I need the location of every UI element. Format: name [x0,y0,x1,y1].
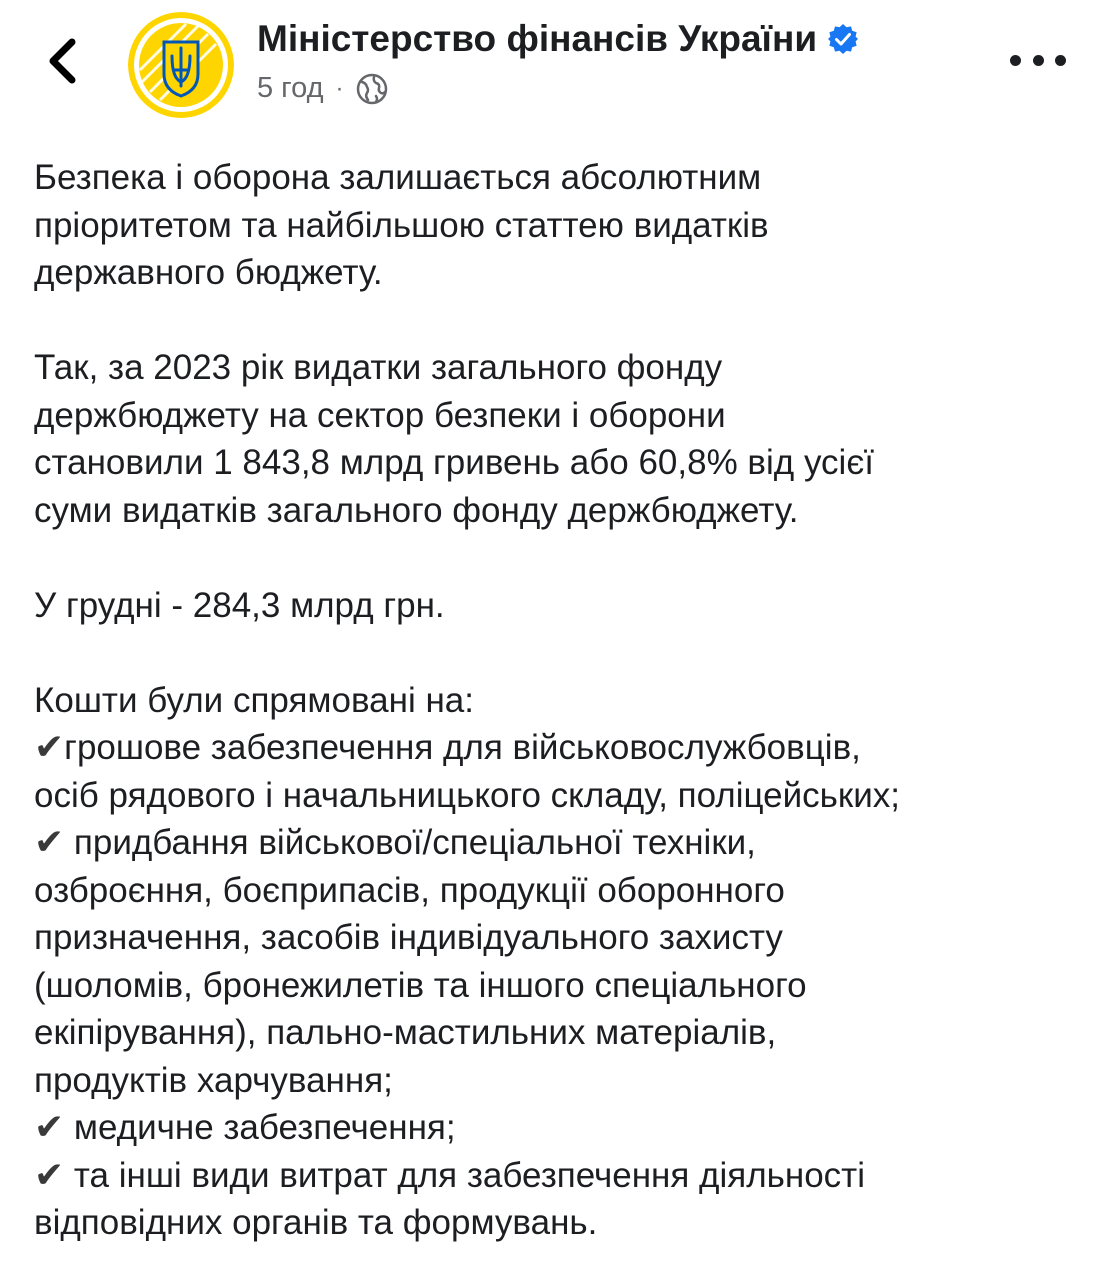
check-icon: ✔ [34,1107,65,1148]
post-header [0,0,1099,130]
list-item: ✔ та інші види витрат для забезпечення діяльності відповідних органів та формувань. [34,1154,865,1242]
list-item: ✔ придбання військової/спеціальної техніки, озброєння, боєприпасів, продукції оборонного призначення, засобів індивідуального захисту (шоломів, бронежилетів та іншого спеціального екіпірування), пально-мастильних матеріалів, продуктів харчування; [34,822,807,1100]
post-text [34,154,1084,1247]
list-intro: Кошти були спрямовані на: [34,680,474,720]
post-paragraph: У грудні - 284,3 млрд грн. [34,585,445,625]
avatar[interactable] [128,12,234,118]
page-name[interactable]: Міністерство фінансів України [257,18,818,59]
post-time[interactable]: 5 год [257,72,324,104]
check-icon: ✔ [34,1154,65,1196]
back-button[interactable] [40,36,84,86]
chevron-left-icon [47,38,77,84]
check-icon: ✔ [34,822,65,863]
globe-icon [356,73,388,105]
ministry-logo-icon [128,12,234,118]
post-meta [257,72,388,105]
post-paragraph: Безпека і оборона залишається абсолютним пріоритетом та найбільшою статтею видатків державного бюджету. [34,158,769,292]
verified-badge-icon [827,23,859,55]
more-options-button[interactable] [1010,40,1066,80]
list-item: ✔грошове забезпечення для військовослужбовців, осіб рядового і начальницького складу, поліцейських; [34,727,900,815]
page-name-row [257,18,859,60]
check-icon: ✔ [34,727,65,768]
more-horizontal-icon [1010,55,1021,66]
meta-separator: · [335,74,344,102]
list-item: ✔ медичне забезпечення; [34,1107,456,1148]
post-paragraph: Так, за 2023 рік видатки загального фонду держбюджету на сектор безпеки і оборони становили 1 843,8 млрд гривень або 60,8% від усієї суми видатків загального фонду держбюджету. [34,348,874,530]
